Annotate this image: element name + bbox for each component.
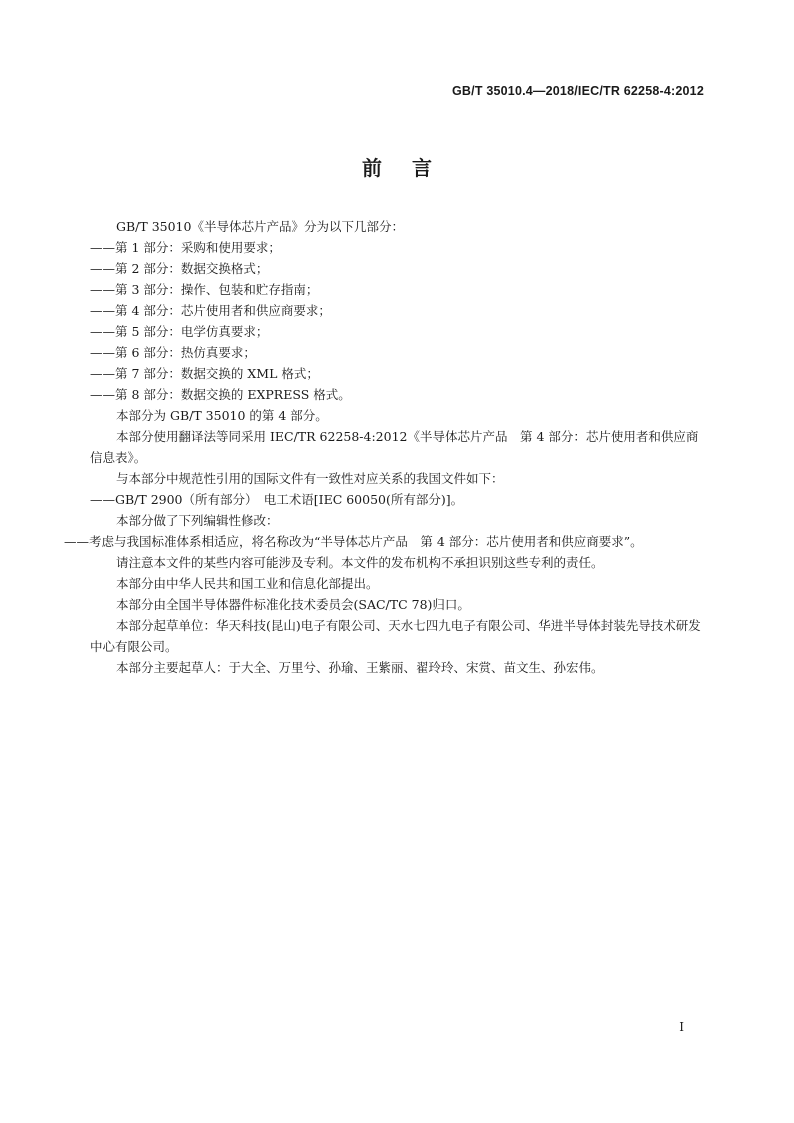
page-number: I <box>679 1020 684 1034</box>
list-item: ——第 3 部分：操作、包装和贮存指南； <box>90 282 319 297</box>
correspondence-paragraph: 与本部分中规范性引用的国际文件有一致性对应关系的我国文件如下： <box>116 471 504 486</box>
page-title: 前言 <box>362 156 462 180</box>
foreword-body <box>64 216 704 678</box>
patent-notice-paragraph: 请注意本文件的某些内容可能涉及专利。本文件的发布机构不承担识别这些专利的责任。 <box>116 555 604 570</box>
list-item: ——第 8 部分：数据交换的 EXPRESS 格式。 <box>90 387 351 402</box>
this-part-paragraph: 本部分为 GB/T 35010 的第 4 部分。 <box>116 408 328 423</box>
list-item: ——第 2 部分：数据交换格式； <box>90 261 269 276</box>
intro-paragraph: GB/T 35010《半导体芯片产品》分为以下几部分： <box>116 219 404 234</box>
list-item: ——第 1 部分：采购和使用要求； <box>90 240 281 255</box>
drafters-paragraph: 本部分主要起草人：于大全、万里兮、孙瑜、王紫丽、翟玲玲、宋赏、苗文生、孙宏伟。 <box>116 660 604 675</box>
centralized-by-paragraph: 本部分由全国半导体器件标准化技术委员会(SAC/TC 78)归口。 <box>116 597 470 612</box>
list-item: ——第 5 部分：电学仿真要求； <box>90 324 269 339</box>
editorial-paragraph: 本部分做了下列编辑性修改： <box>116 513 279 528</box>
list-item: ——第 7 部分：数据交换的 XML 格式； <box>90 366 319 381</box>
drafting-units-paragraph: 本部分起草单位：华天科技(昆山)电子有限公司、天水七四九电子有限公司、华进半导体封装先导技术研发中心有限公司。 <box>90 618 701 654</box>
correspondence-item: ——GB/T 2900（所有部分） 电工术语[IEC 60050(所有部分)]。 <box>90 492 464 507</box>
list-item: ——第 6 部分：热仿真要求； <box>90 345 256 360</box>
list-item: ——第 4 部分：芯片使用者和供应商要求； <box>90 303 331 318</box>
standard-code-header: GB/T 35010.4—2018/IEC/TR 62258-4:2012 <box>452 84 704 98</box>
proposed-by-paragraph: 本部分由中华人民共和国工业和信息化部提出。 <box>116 576 379 591</box>
translation-paragraph: 本部分使用翻译法等同采用 IEC/TR 62258-4:2012《半导体芯片产品 第 4 部分：芯片使用者和供应商信息表》。 <box>90 429 699 465</box>
editorial-item: ——考虑与我国标准体系相适应，将名称改为“半导体芯片产品 第 4 部分：芯片使用者和供应商要求”。 <box>64 534 643 549</box>
